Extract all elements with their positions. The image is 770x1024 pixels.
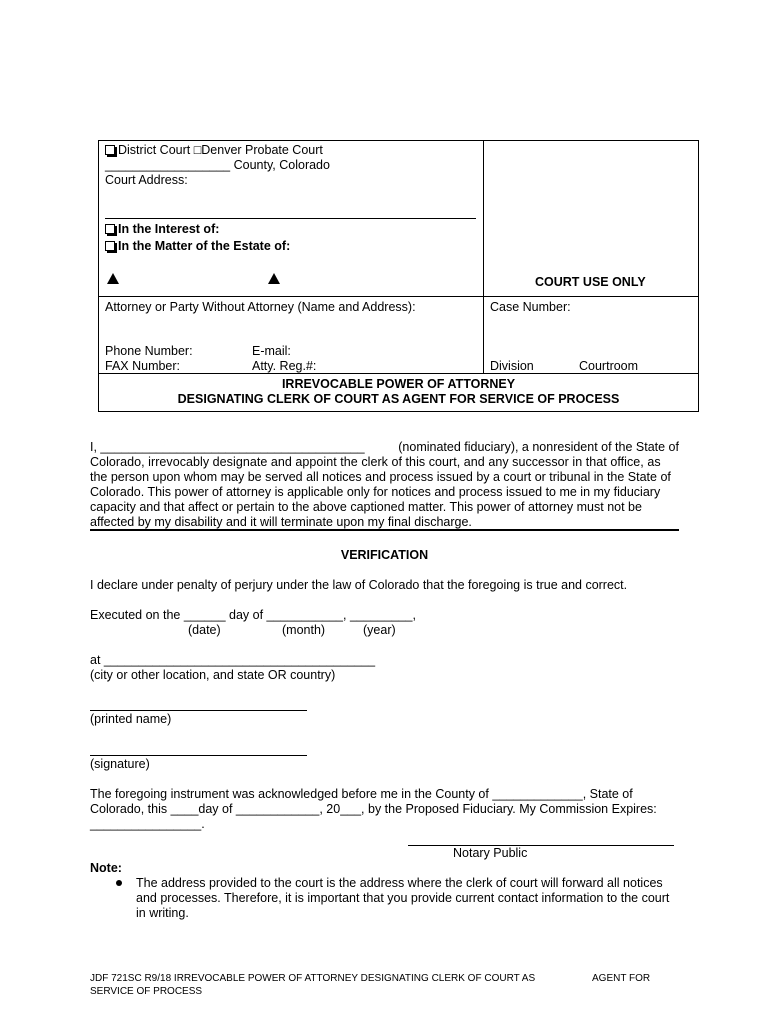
case-number-label: Case Number: <box>490 300 571 314</box>
court-address-label: Court Address: <box>105 173 188 187</box>
estate-of-checkbox[interactable] <box>105 241 115 251</box>
footer-line-1: JDF 721SC R9/18 IRREVOCABLE POWER OF ATTORNEY DESIGNATING CLERK OF COURT AS <box>90 973 536 984</box>
body-line-3: the person upon whom may be served all notices and process issued by a court or tribunal in the State of <box>90 470 671 484</box>
notary-signature-line <box>408 845 674 846</box>
body-line-2: Colorado, irrevocably designate and appoint the clerk of this court, and any successor in that office, as <box>90 455 661 469</box>
estate-of-line <box>105 239 290 254</box>
note-label: Note: <box>90 861 122 875</box>
interest-of-checkbox[interactable] <box>105 224 115 234</box>
party-name-line <box>105 218 476 219</box>
verification-heading: VERIFICATION <box>340 548 429 562</box>
triangle-marker-icon <box>107 273 119 284</box>
court-use-only-label: COURT USE ONLY <box>535 275 646 289</box>
interest-of-line <box>105 222 219 237</box>
acknowledgment-line-1: The foregoing instrument was acknowledged before me in the County of _____________, State of <box>90 787 633 801</box>
note-line-1: The address provided to the court is the address where the clerk of court will forward all notices <box>136 876 663 890</box>
attorney-label: Attorney or Party Without Attorney (Name and Address): <box>105 300 416 314</box>
atty-reg-label: Atty. Reg.#: <box>252 359 317 373</box>
county-line: __________________ County, Colorado <box>105 158 330 172</box>
declaration-text: I declare under penalty of perjury under the law of Colorado that the foregoing is true and correct. <box>90 578 628 592</box>
estate-of-label: In the Matter of the Estate of: <box>118 239 291 253</box>
court-type-line <box>105 143 323 158</box>
year-label: (year) <box>363 623 396 637</box>
interest-of-label: In the Interest of: <box>118 222 220 236</box>
body-line-1-end: (nominated fiduciary), a nonresident of the State of <box>398 440 679 454</box>
location-label: (city or other location, and state OR country) <box>90 668 336 682</box>
month-label: (month) <box>282 623 326 637</box>
district-court-checkbox[interactable] <box>105 145 115 155</box>
courtroom-label: Courtroom <box>579 359 639 373</box>
district-court-label: District Court <box>118 143 191 157</box>
bullet-icon <box>116 880 122 886</box>
caption-divider-1 <box>98 296 699 297</box>
note-line-2: and processes. Therefore, it is important that you provide current contact information to the court <box>136 891 670 905</box>
acknowledgment-line-2: Colorado, this ____day of ____________, 20___, by the Proposed Fiduciary. My Commission Expires: <box>90 802 657 816</box>
executed-line: Executed on the ______ day of ___________, _________, <box>90 608 416 622</box>
footer-line-1-right: AGENT FOR <box>592 973 651 984</box>
note-line-3: in writing. <box>136 906 189 920</box>
notary-public-label: Notary Public <box>453 846 528 860</box>
signature-line <box>90 755 307 756</box>
body-line-1-start: I, ______________________________________ <box>90 440 365 454</box>
body-bottom-rule <box>90 529 679 531</box>
phone-label: Phone Number: <box>105 344 193 358</box>
triangle-marker-icon <box>268 273 280 284</box>
signature-label: (signature) <box>90 757 150 771</box>
acknowledgment-line-3: ________________. <box>90 817 205 831</box>
fax-label: FAX Number: <box>105 359 181 373</box>
footer-line-2: SERVICE OF PROCESS <box>90 986 203 997</box>
at-location-line: at _______________________________________ <box>90 653 376 667</box>
denver-probate-court-label: □Denver Probate Court <box>193 143 323 157</box>
printed-name-label: (printed name) <box>90 712 172 726</box>
body-line-4: Colorado. This power of attorney is applicable only for notices and process issued to me in my fiduciary <box>90 485 661 499</box>
document-title-line1: IRREVOCABLE POWER OF ATTORNEY <box>281 377 516 391</box>
document-title-line2: DESIGNATING CLERK OF COURT AS AGENT FOR SERVICE OF PROCESS <box>177 392 620 406</box>
email-label: E-mail: <box>252 344 291 358</box>
body-line-6: affected by my disability and it will terminate upon my final discharge. <box>90 515 472 529</box>
body-line-5: capacity and that affect or pertain to the above captioned matter. This power of attorney must not be <box>90 500 642 514</box>
printed-name-line <box>90 710 307 711</box>
date-label: (date) <box>188 623 221 637</box>
division-label: Division <box>490 359 534 373</box>
caption-divider-vertical <box>483 140 484 374</box>
